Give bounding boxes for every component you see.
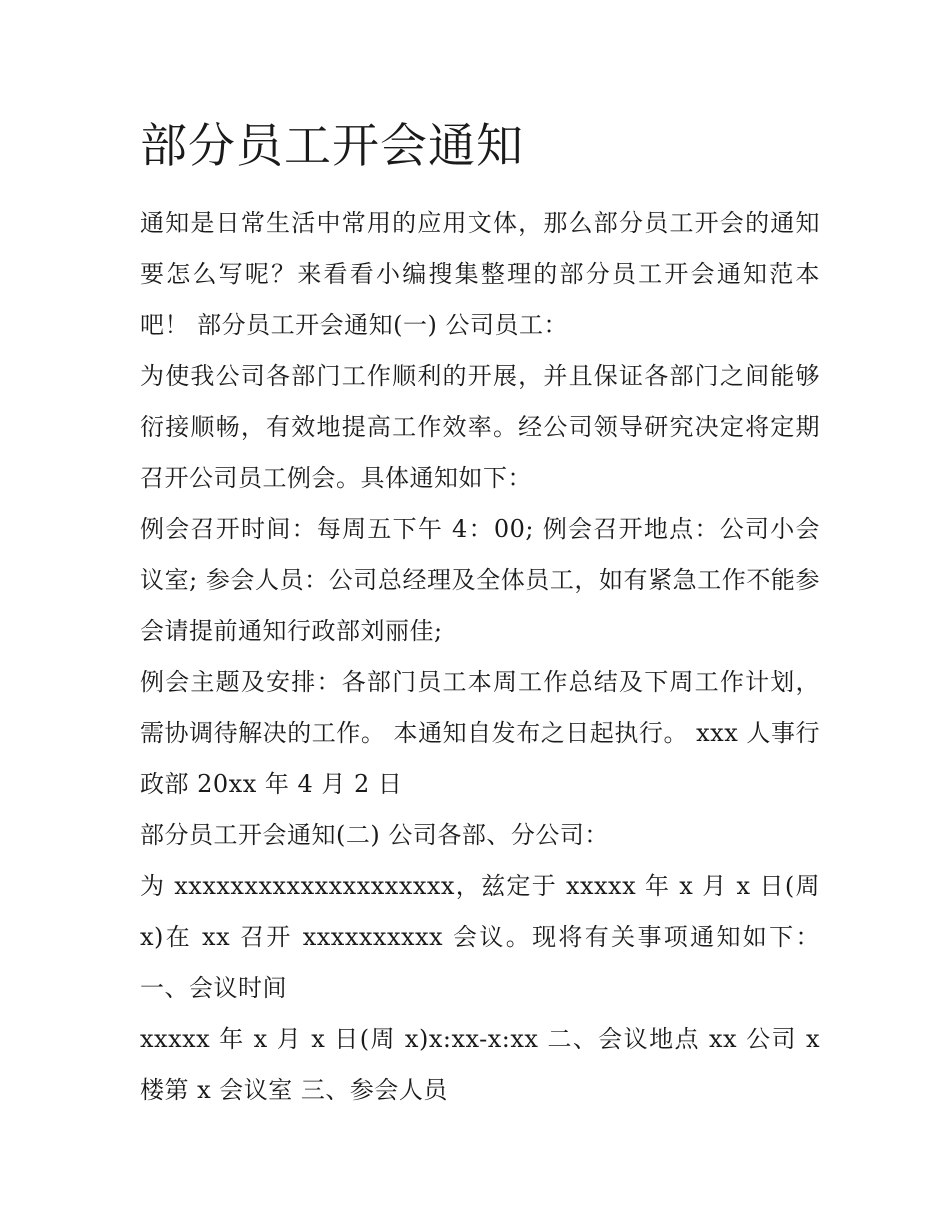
paragraph-notice-two-items: xxxxx 年 x 月 x 日(周 x)x:xx-x:xx 二、会议地点 xx 公司 x 楼第 x 会议室 三、参会人员: [140, 1025, 820, 1104]
paragraph-meeting-topic: 例会主题及安排：各部门员工本周工作总结及下周工作计划，需协调待解决的工作。 本通知自发布之日起执行。 xxx 人事行政部 20xx 年 4 月 2 日: [140, 668, 820, 798]
paragraph-notice-two-heading: 部分员工开会通知(二) 公司各部、分公司：: [140, 821, 609, 849]
paragraph-meeting-details: 例会召开时间：每周五下午 4：00; 例会召开地点：公司小会议室; 参会人员：公司总经理及全体员工，如有紧急工作不能参会请提前通知行政部刘丽佳;: [140, 515, 820, 645]
document-body: [140, 198, 820, 1116]
paragraph-purpose: 为使我公司各部门工作顺利的开展，并且保证各部门之间能够衍接顺畅，有效地提高工作效率。经公司领导研究决定将定期召开公司员工例会。具体通知如下：: [140, 362, 820, 492]
document-content: [140, 118, 820, 1116]
document-title: 部分员工开会通知: [140, 119, 524, 174]
paragraph-intro: 通知是日常生活中常用的应用文体，那么部分员工开会的通知要怎么写呢？来看看小编搜集整理的部分员工开会通知范本吧！ 部分员工开会通知(一) 公司员工：: [140, 209, 820, 339]
paragraph-notice-two-body: 为 xxxxxxxxxxxxxxxxxxxx，兹定于 xxxxx 年 x 月 x 日(周 x)在 xx 召开 xxxxxxxxxx 会议。现将有关事项通知如下： 一、会议时间: [140, 872, 820, 1002]
